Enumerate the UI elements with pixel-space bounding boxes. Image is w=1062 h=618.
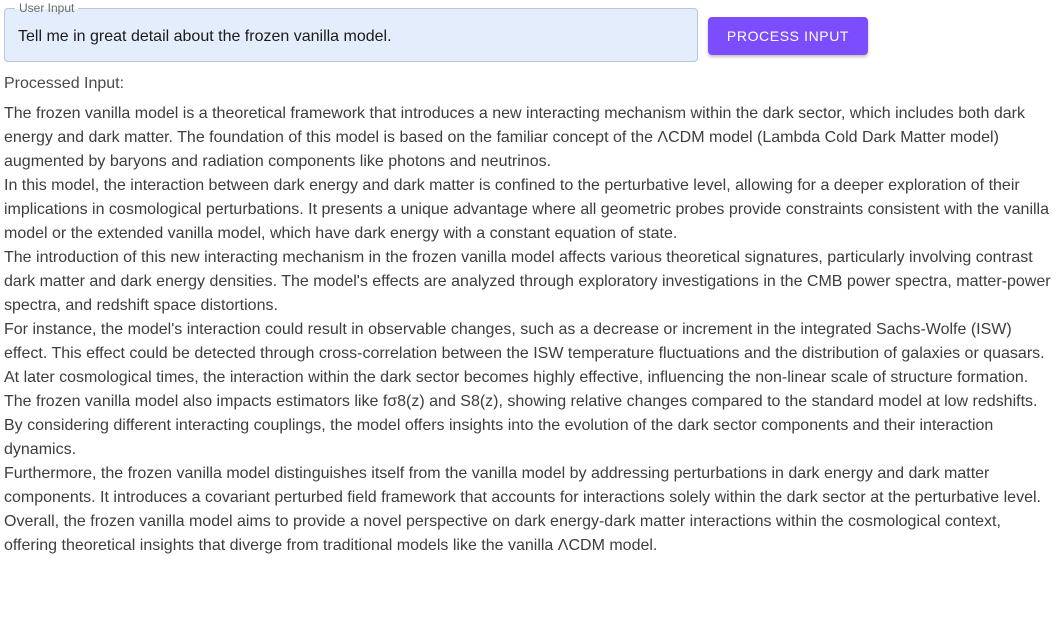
processed-output-text: [4, 102, 1056, 558]
process-input-button[interactable]: PROCESS INPUT: [708, 17, 868, 55]
output-paragraph: Furthermore, the frozen vanilla model distinguishes itself from the vanilla model by addressing perturbations in dark energy and dark matter components. It introduces a covariant perturbed field framework that accounts for interactions solely within the dark sector at the perturbative level.: [4, 465, 1041, 506]
user-input-legend: User Input: [15, 1, 78, 15]
output-paragraph: Overall, the frozen vanilla model aims to provide a novel perspective on dark energy-dark matter interactions within the cosmological context, offering theoretical insights that diverge from traditional models like the vanilla ΛCDM model.: [4, 513, 1001, 554]
output-paragraph: The frozen vanilla model is a theoretical framework that introduces a new interacting mechanism within the dark sector, which includes both dark energy and dark matter. The foundation of this model is based on the familiar concept of the ΛCDM model (Lambda Cold Dark Matter model) augmented by baryons and radiation components like photons and neutrinos.: [4, 105, 1025, 170]
output-paragraph: The frozen vanilla model also impacts estimators like fσ8(z) and S8(z), showing relative changes compared to the standard model at low redshifts. By considering different interacting couplings, the model offers insights into the evolution of the dark sector components and their interaction dynamics.: [4, 393, 1038, 458]
input-row: [4, 1, 1056, 64]
output-paragraph: The introduction of this new interacting mechanism in the frozen vanilla model affects various theoretical signatures, particularly involving contrast dark matter and dark energy densities. The model's effects are analyzed through exploratory investigations in the CMB power spectra, matter-power spectra, and redshift space distortions.: [4, 249, 1051, 314]
processed-input-label: Processed Input:: [4, 75, 125, 92]
output-paragraph: For instance, the model's interaction could result in observable changes, such as a decrease or increment in the integrated Sachs-Wolfe (ISW) effect. This effect could be detected through cross-correlation between the ISW temperature fluctuations and the distribution of galaxies or quasars. At later cosmological times, the interaction within the dark sector becomes highly effective, influencing the non-linear scale of structure formation.: [4, 321, 1045, 386]
user-input-field[interactable]: [4, 1, 698, 62]
user-input-value[interactable]: Tell me in great detail about the frozen vanilla model.: [18, 28, 392, 45]
output-paragraph: In this model, the interaction between dark energy and dark matter is confined to the perturbative level, allowing for a deeper exploration of their implications in cosmological perturbations. It presents a unique advantage where all geometric probes provide constraints consistent with the vanilla model or the extended vanilla model, which have dark energy with a constant equation of state.: [4, 177, 1050, 242]
